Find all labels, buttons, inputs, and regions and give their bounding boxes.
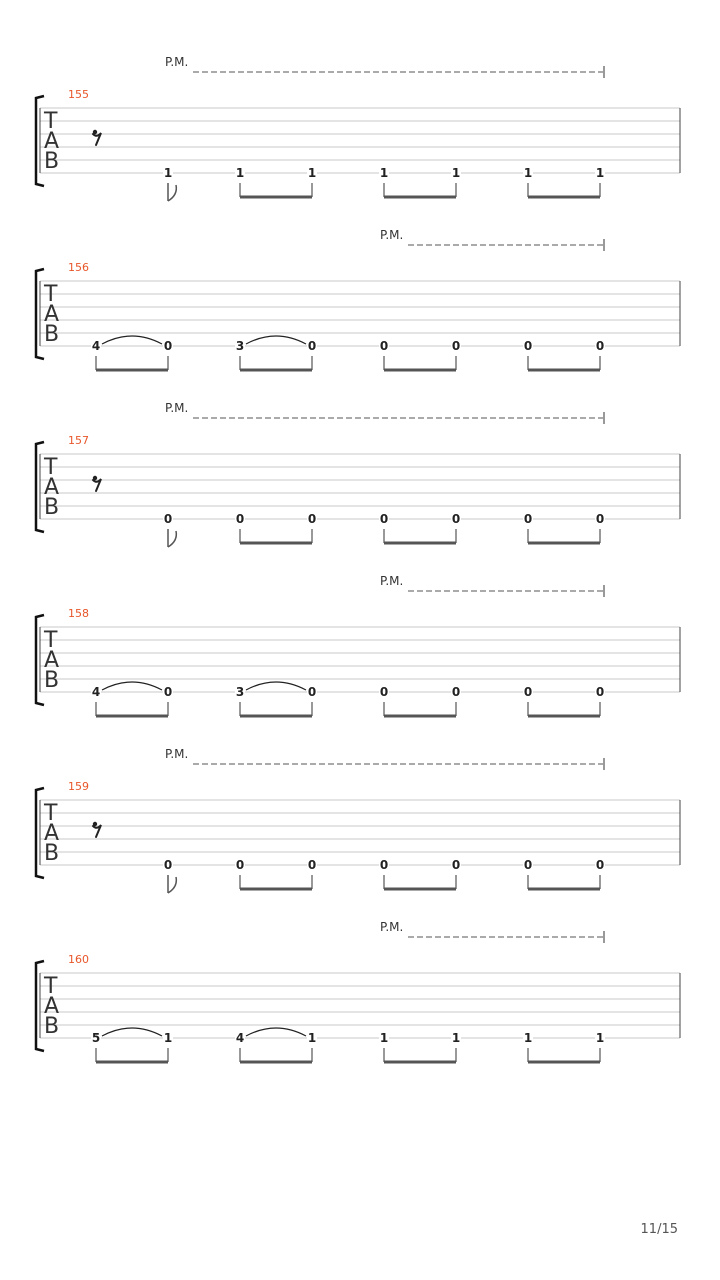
fret-number: 0 — [307, 858, 317, 872]
tab-clef-letter: A — [44, 302, 60, 327]
palm-mute-label: P.M. — [380, 228, 404, 242]
eighth-rest — [93, 133, 101, 145]
note-flag — [168, 877, 176, 893]
tab-clef-letter: A — [44, 994, 60, 1019]
fret-number: 0 — [379, 339, 389, 353]
tab-staff — [0, 406, 720, 566]
tab-system — [0, 228, 720, 406]
fret-number: 4 — [91, 685, 101, 699]
fret-number: 0 — [307, 685, 317, 699]
fret-number: 0 — [451, 339, 461, 353]
tab-clef-letter: T — [44, 974, 58, 999]
fret-number: 0 — [379, 685, 389, 699]
tab-clef-letter: B — [44, 841, 60, 866]
tab-staff — [0, 925, 720, 1085]
fret-number: 1 — [451, 1031, 461, 1045]
fret-number: 1 — [523, 1031, 533, 1045]
fret-number: 0 — [163, 339, 173, 353]
tab-staff — [0, 579, 720, 739]
tab-clef-letter: B — [44, 322, 60, 347]
tab-clef-letter: T — [44, 628, 58, 653]
fret-number: 0 — [523, 858, 533, 872]
tab-clef-letter: A — [44, 648, 60, 673]
eighth-rest-dot — [93, 130, 97, 134]
tab-clef-letter: T — [44, 282, 58, 307]
fret-number: 0 — [451, 685, 461, 699]
bar-number: 160 — [68, 953, 89, 966]
tab-system — [0, 920, 720, 1098]
tab-staff — [0, 752, 720, 912]
fret-number: 0 — [595, 858, 605, 872]
fret-number: 0 — [379, 512, 389, 526]
tab-system — [0, 55, 720, 233]
tab-clef-letter: T — [44, 455, 58, 480]
fret-number: 1 — [379, 1031, 389, 1045]
bar-number: 159 — [68, 780, 89, 793]
fret-number: 0 — [163, 858, 173, 872]
bar-number: 158 — [68, 607, 89, 620]
bar-number: 155 — [68, 88, 89, 101]
tab-system — [0, 574, 720, 752]
tab-clef-letter: T — [44, 109, 58, 134]
fret-number: 4 — [91, 339, 101, 353]
fret-number: 0 — [523, 685, 533, 699]
fret-number: 3 — [235, 685, 245, 699]
fret-number: 1 — [163, 166, 173, 180]
fret-number: 0 — [451, 512, 461, 526]
fret-number: 1 — [235, 166, 245, 180]
fret-number: 0 — [307, 339, 317, 353]
tab-system — [0, 747, 720, 925]
fret-number: 1 — [595, 166, 605, 180]
tab-clef-letter: A — [44, 129, 60, 154]
eighth-rest — [93, 825, 101, 837]
slur-arc — [246, 1028, 306, 1036]
fret-number: 1 — [379, 166, 389, 180]
palm-mute-label: P.M. — [380, 920, 404, 934]
tab-staff — [0, 233, 720, 393]
fret-number: 0 — [595, 512, 605, 526]
bar-number: 156 — [68, 261, 89, 274]
palm-mute-label: P.M. — [165, 747, 189, 761]
slur-arc — [102, 336, 162, 344]
tab-clef-letter: B — [44, 149, 60, 174]
fret-number: 1 — [307, 1031, 317, 1045]
page-number: 11/15 — [640, 1222, 678, 1237]
fret-number: 1 — [451, 166, 461, 180]
fret-number: 1 — [163, 1031, 173, 1045]
fret-number: 0 — [595, 685, 605, 699]
fret-number: 1 — [523, 166, 533, 180]
fret-number: 0 — [163, 512, 173, 526]
slur-arc — [102, 682, 162, 690]
fret-number: 0 — [235, 512, 245, 526]
palm-mute-label: P.M. — [165, 55, 189, 69]
fret-number: 3 — [235, 339, 245, 353]
slur-arc — [102, 1028, 162, 1036]
tab-clef-letter: T — [44, 801, 58, 826]
bar-number: 157 — [68, 434, 89, 447]
slur-arc — [246, 336, 306, 344]
palm-mute-label: P.M. — [380, 574, 404, 588]
fret-number: 5 — [91, 1031, 101, 1045]
fret-number: 1 — [595, 1031, 605, 1045]
tab-clef-letter: B — [44, 668, 60, 693]
tab-clef-letter: A — [44, 821, 60, 846]
fret-number: 0 — [523, 512, 533, 526]
tab-staff — [0, 60, 720, 220]
slur-arc — [246, 682, 306, 690]
tab-clef-letter: B — [44, 1014, 60, 1039]
note-flag — [168, 531, 176, 547]
fret-number: 0 — [307, 512, 317, 526]
eighth-rest-dot — [93, 476, 97, 480]
fret-number: 0 — [235, 858, 245, 872]
tab-clef-letter: A — [44, 475, 60, 500]
fret-number: 0 — [523, 339, 533, 353]
tab-clef-letter: B — [44, 495, 60, 520]
eighth-rest-dot — [93, 822, 97, 826]
fret-number: 0 — [451, 858, 461, 872]
fret-number: 0 — [595, 339, 605, 353]
eighth-rest — [93, 479, 101, 491]
fret-number: 0 — [379, 858, 389, 872]
fret-number: 0 — [163, 685, 173, 699]
fret-number: 1 — [307, 166, 317, 180]
fret-number: 4 — [235, 1031, 245, 1045]
tab-system — [0, 401, 720, 579]
note-flag — [168, 185, 176, 201]
palm-mute-label: P.M. — [165, 401, 189, 415]
